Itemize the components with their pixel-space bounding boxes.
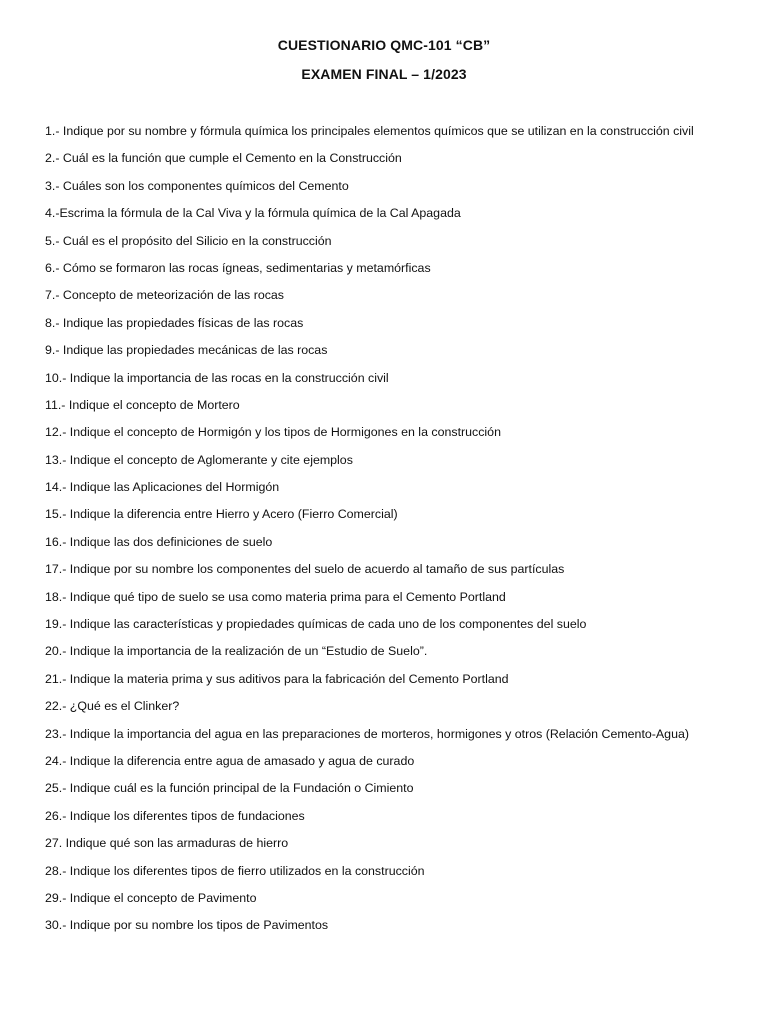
document-title: CUESTIONARIO QMC-101 “CB”	[277, 37, 491, 53]
question-item: 12.- Indique el concepto de Hormigón y los tipos de Hormigones en la construcción	[45, 425, 501, 440]
question-item: 8.- Indique las propiedades físicas de las rocas	[45, 315, 304, 330]
question-item: 28.- Indique los diferentes tipos de fierro utilizados en la construcción	[45, 863, 425, 878]
question-item: 20.- Indique la importancia de la realización de un “Estudio de Suelo”.	[45, 644, 428, 659]
question-item: 18.- Indique qué tipo de suelo se usa como materia prima para el Cemento Portland	[45, 589, 506, 604]
question-item: 10.- Indique la importancia de las rocas en la construcción civil	[45, 370, 389, 385]
question-item: 4.-Escrima la fórmula de la Cal Viva y la fórmula química de la Cal Apagada	[45, 206, 461, 221]
question-item: 5.- Cuál es el propósito del Silicio en la construcción	[45, 233, 332, 248]
question-item: 29.- Indique el concepto de Pavimento	[45, 890, 257, 905]
question-item: 14.- Indique las Aplicaciones del Hormigón	[45, 480, 280, 495]
question-item: 22.- ¿Qué es el Clinker?	[45, 699, 180, 714]
question-item: 6.- Cómo se formaron las rocas ígneas, sedimentarias y metamórficas	[45, 260, 431, 275]
question-item: 30.- Indique por su nombre los tipos de Pavimentos	[45, 918, 329, 933]
question-item: 13.- Indique el concepto de Aglomerante y cite ejemplos	[45, 452, 353, 467]
question-item: 15.- Indique la diferencia entre Hierro y Acero (Fierro Comercial)	[45, 507, 398, 522]
question-list	[45, 122, 760, 944]
question-item: 1.- Indique por su nombre y fórmula química los principales elementos químicos que se utilizan en la construcción civil	[45, 124, 694, 138]
question-item: 16.- Indique las dos definiciones de suelo	[45, 534, 273, 549]
question-item: 27. Indique qué son las armaduras de hierro	[45, 836, 289, 851]
question-item: 23.- Indique la importancia del agua en las preparaciones de morteros, hormigones y otros (Relación Cemento-Agua)	[45, 726, 689, 741]
question-item: 26.- Indique los diferentes tipos de fundaciones	[45, 808, 305, 823]
question-item: 9.- Indique las propiedades mecánicas de las rocas	[45, 343, 328, 358]
question-item: 3.- Cuáles son los componentes químicos del Cemento	[45, 178, 349, 193]
question-item: 2.- Cuál es la función que cumple el Cemento en la Construcción	[45, 151, 402, 166]
question-item: 21.- Indique la materia prima y sus aditivos para la fabricación del Cemento Portland	[45, 671, 509, 686]
question-item: 7.- Concepto de meteorización de las rocas	[45, 288, 284, 303]
document-subtitle: EXAMEN FINAL – 1/2023	[301, 66, 467, 82]
question-item: 24.- Indique la diferencia entre agua de amasado y agua de curado	[45, 753, 415, 768]
question-item: 11.- Indique el concepto de Mortero	[45, 397, 240, 412]
question-item: 17.- Indique por su nombre los componentes del suelo de acuerdo al tamaño de sus partículas	[45, 562, 565, 577]
question-item: 25.- Indique cuál es la función principal de la Fundación o Cimiento	[45, 781, 414, 796]
question-item: 19.- Indique las características y propiedades químicas de cada uno de los componentes del suelo	[45, 617, 587, 632]
